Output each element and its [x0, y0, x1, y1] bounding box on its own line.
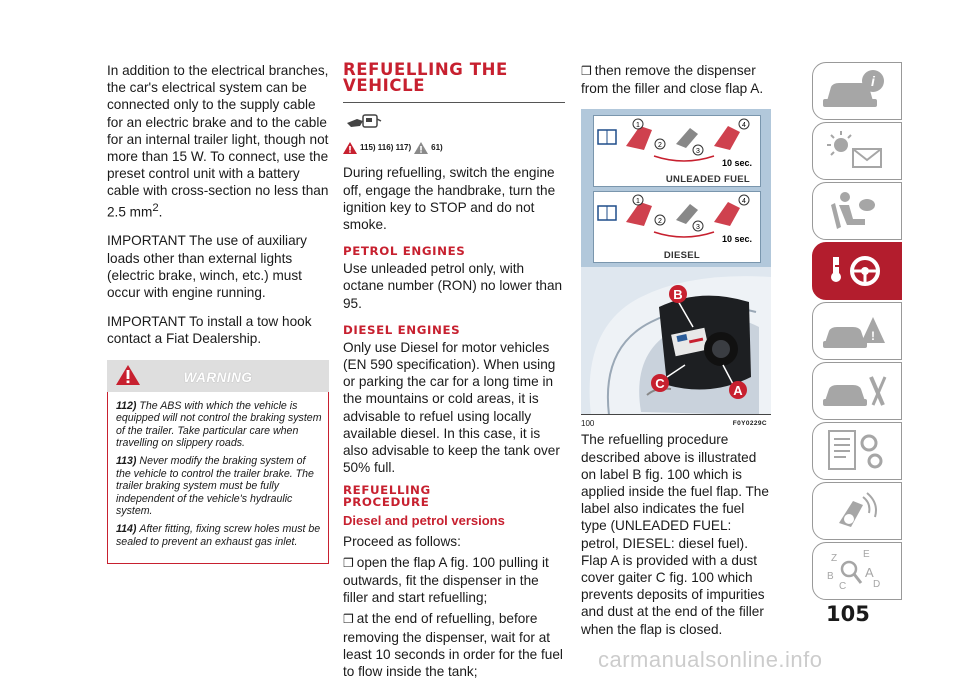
step-number: 2: [658, 218, 662, 226]
callout-c: C: [655, 376, 665, 392]
refuelling-steps-illustration: [594, 192, 760, 244]
auxiliary-loads-paragraph: IMPORTANT The use of auxiliary loads other than external lights (electric brake, winch, etc.) must occur with engine running.: [107, 233, 307, 300]
petrol-engines-text: Use unleaded petrol only, with octane number (RON) no lower than 95.: [343, 261, 563, 311]
fuel-filler-drawing: [581, 267, 771, 415]
multimedia-icon: [813, 483, 901, 539]
warning-item: 114) After fitting, fixing screw holes must be sealed to prevent an exhaust gas inlet.: [116, 522, 321, 548]
left-column: [107, 62, 329, 564]
svg-text:E: E: [863, 549, 870, 560]
superscript-2: 2: [152, 201, 159, 214]
references-row: [343, 139, 565, 156]
svg-text:i: i: [871, 73, 875, 89]
unleaded-fuel-panel: [593, 115, 761, 187]
title-divider: [343, 94, 565, 103]
timer-label: 10 sec.: [722, 234, 753, 245]
tab-lights-messages[interactable]: [812, 122, 902, 180]
versions-heading: Diesel and petrol versions: [343, 513, 505, 529]
fuel-label-illustration: [581, 109, 771, 267]
unleaded-fuel-label: UNLEADED FUEL: [665, 174, 750, 186]
caution-triangle-icon: [414, 142, 428, 154]
svg-text:B: B: [827, 571, 834, 582]
callout-b: B: [673, 287, 683, 303]
tab-servicing[interactable]: [812, 362, 902, 420]
section-title: REFUELLING THE VEHICLE: [343, 60, 508, 95]
list-item: ❒ at the end of refuelling, before removing the dispenser, wait for at least 10 seconds in order for the fuel to flow inside the tank;: [343, 611, 563, 680]
warning-item: 112) The ABS with which the vehicle is equipped will not control the braking system of the trailer. Take particular care when travelling on slippery roads.: [116, 399, 322, 450]
bullet-box-icon: ❒: [343, 555, 354, 570]
procedure-label-paragraph: The refuelling procedure described above is illustrated on label B fig. 100 which is applied inside the fuel flap. The label also indicates the fuel type (UNLEADED FUEL: petrol, DIESEL: diesel fuel).: [581, 432, 769, 551]
tab-index[interactable]: [812, 542, 902, 600]
svg-text:A: A: [865, 565, 874, 580]
alphabetical-index-icon: [813, 543, 901, 599]
bullet-box-icon: ❒: [581, 64, 592, 78]
warning-item: 113) Never modify the braking system of the vehicle to control the trailer brake. The trailer braking system must be fully independent of the vehicle's hydraulic system.: [116, 454, 314, 518]
list-item: ❒ then remove the dispenser from the filler and close flap A.: [581, 63, 764, 97]
step-number: 2: [658, 142, 662, 150]
refuelling-intro: During refuelling, switch the engine off, engage the handbrake, turn the ignition key to STOP and do not smoke.: [343, 165, 556, 233]
proceed-text: Proceed as follows:: [343, 533, 461, 549]
diesel-engines-text: Only use Diesel for motor vehicles (EN 590 specification). When using or parking the car for a long time in the mountains or cold areas, it is advisable to refuel using locally available diesel. In this case, it is also advisable to keep the tank over 50% full.: [343, 339, 560, 476]
electrical-paragraph: In addition to the electrical branches, the car's electrical system can be connected only to the supply cable for an electric brake and to the cable for an internal trailer light, though not more than 15 W. To connect, use the preset control unit with a battery cable with cross-section no less than 2.5 $mm^2$.: [107, 63, 329, 220]
step-number: 3: [696, 148, 700, 156]
car-warning-icon: [813, 303, 901, 359]
tab-safety[interactable]: [812, 182, 902, 240]
diesel-label: DIESEL: [663, 250, 700, 262]
figure-100: [581, 107, 771, 429]
tab-technical-data[interactable]: [812, 422, 902, 480]
fuel-pump-nozzle-icon: [343, 109, 383, 131]
tab-multimedia[interactable]: [812, 482, 902, 540]
svg-text:C: C: [839, 581, 847, 592]
warning-triangle-icon: [343, 142, 357, 154]
figure-number: 100: [581, 419, 595, 429]
middle-column: [343, 62, 565, 692]
petrol-engines-heading: PETROL ENGINES: [343, 244, 466, 259]
svg-text:Z: Z: [831, 553, 838, 564]
figure-code: F0Y0229C: [732, 420, 767, 428]
lights-message-icon: [813, 123, 901, 179]
timer-label: 10 sec.: [722, 158, 753, 169]
key-steering-wheel-icon: [813, 243, 901, 299]
diesel-panel: [593, 191, 761, 263]
seat-airbag-icon: [813, 183, 901, 239]
page-number: 105: [826, 602, 870, 626]
list-item: ❒ open the flap A fig. 100 pulling it outwards, fit the dispenser in the filler and start refuelling;: [343, 554, 549, 606]
bullet-box-icon: ❒: [343, 612, 354, 627]
tow-hook-paragraph: IMPORTANT To install a tow hook contact a Fiat Dealership.: [107, 314, 312, 347]
warning-body: [107, 392, 329, 565]
tab-car-info[interactable]: [812, 62, 902, 120]
svg-text:D: D: [873, 579, 881, 590]
step-number: 1: [636, 198, 640, 206]
refuelling-procedure-heading: REFUELLING PROCEDURE: [343, 483, 431, 510]
car-info-icon: [813, 63, 901, 119]
warning-header: [107, 360, 329, 392]
car-service-icon: [813, 363, 901, 419]
diesel-engines-heading: DIESEL ENGINES: [343, 322, 461, 337]
watermark: carmanualsonline.info: [598, 647, 823, 672]
refuelling-steps-illustration: [594, 116, 760, 168]
tab-starting-driving[interactable]: [812, 242, 902, 300]
step-number: 4: [742, 122, 746, 130]
fuel-flap-illustration: [581, 267, 771, 415]
technical-data-icon: [813, 423, 901, 479]
svg-text:!: !: [871, 329, 875, 343]
warning-title: WARNING: [183, 369, 253, 385]
step-number: 1: [636, 122, 640, 130]
right-column: [581, 62, 771, 650]
callout-a: A: [733, 383, 743, 399]
dust-cover-paragraph: Flap A is provided with a dust cover gaiter C fig. 100 which prevents deposits of impurities and dust at the end of the filler when the flap is closed.: [581, 552, 765, 637]
caution-references: 61): [431, 143, 443, 153]
tab-emergency[interactable]: [812, 302, 902, 360]
step-number: 4: [742, 198, 746, 206]
step-number: 3: [696, 224, 700, 232]
warning-references: 115) 116) 117): [360, 143, 412, 153]
